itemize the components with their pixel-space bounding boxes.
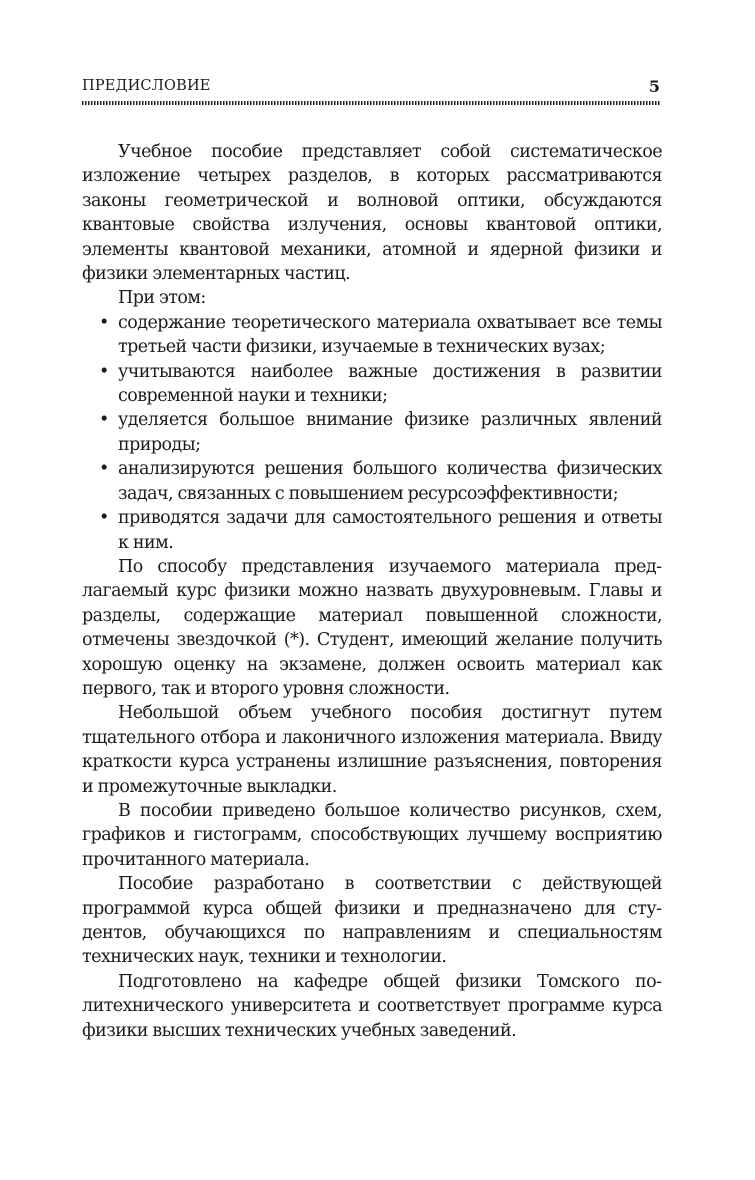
bullet-icon: • bbox=[99, 361, 109, 382]
list-item bbox=[82, 506, 662, 555]
paragraph-intro: Учебное пособие представляет собой систематическое изложение четырех разделов, в которых рассматриваются законы геометрической и волновой оптики, обсуждаются квантовые свойства излучения, основы квантовой оптики, элементы квантовой механики, атомной и ядерной физики и физики элементарных частиц. bbox=[82, 142, 662, 285]
running-title: ПРЕДИСЛОВИЕ bbox=[82, 78, 211, 94]
list-item bbox=[82, 311, 662, 360]
page-body bbox=[82, 140, 662, 1043]
bullet-icon: • bbox=[99, 459, 109, 480]
feature-list bbox=[82, 311, 662, 555]
paragraph-illustrations: В пособии приведено большое количество рисунков, схем, графиков и гистограмм, способствующих лучшему восприятию прочитанного материала. bbox=[82, 800, 662, 870]
bullet-icon: • bbox=[99, 508, 109, 529]
paragraph-list-lead: При этом: bbox=[118, 288, 206, 309]
paragraph-brevity: Небольшой объем учебного пособия достигнут путем тщательного отбора и лаконичного изложения материала. Ввиду краткости курса устранены излишние разъяснения, повторения и промежуточные выкладки. bbox=[82, 703, 662, 797]
list-item-text: уделяется большое внимание физике различных явлений природы; bbox=[118, 410, 662, 455]
page-number: 5 bbox=[648, 77, 660, 96]
list-item bbox=[82, 457, 662, 506]
paragraph-program: Пособие разработано в соответствии с действующей программой курса общей физики и предназначено для студентов, обучающихся по направлениям и специальностям технических наук, техники и технологии. bbox=[82, 874, 662, 968]
paragraph-course-structure: По способу представления изучаемого материала предлагаемый курс физики можно назвать двухуровневым. Главы и разделы, содержащие материал повышенной сложности, отмечены звездочкой (*). Студент, имеющий желание получить хорошую оценку на экзамене, должен освоить материал как первого, так и второго уровня сложности. bbox=[82, 556, 662, 699]
list-item bbox=[82, 360, 662, 409]
header-dotted-rule bbox=[82, 101, 660, 105]
bullet-icon: • bbox=[99, 410, 109, 431]
list-item bbox=[82, 408, 662, 457]
list-item-text: содержание теоретического материала охватывает все темы третьей части физики, изучаемые в технических вузах; bbox=[118, 312, 662, 358]
paragraph-department: Подготовлено на кафедре общей физики Томского политехнического университета и соответствует программе курса физики высших технических учебных заведений. bbox=[82, 971, 662, 1041]
bullet-icon: • bbox=[99, 312, 109, 333]
list-item-text: приводятся задачи для самостоятельного решения и ответы к ним. bbox=[118, 508, 662, 553]
list-item-text: анализируются решения большого количества физических задач, связанных с повышением ресурсоэффективности; bbox=[118, 459, 662, 504]
running-header bbox=[82, 78, 660, 100]
list-item-text: учитываются наиболее важные достижения в развитии современной науки и техники; bbox=[118, 361, 662, 407]
